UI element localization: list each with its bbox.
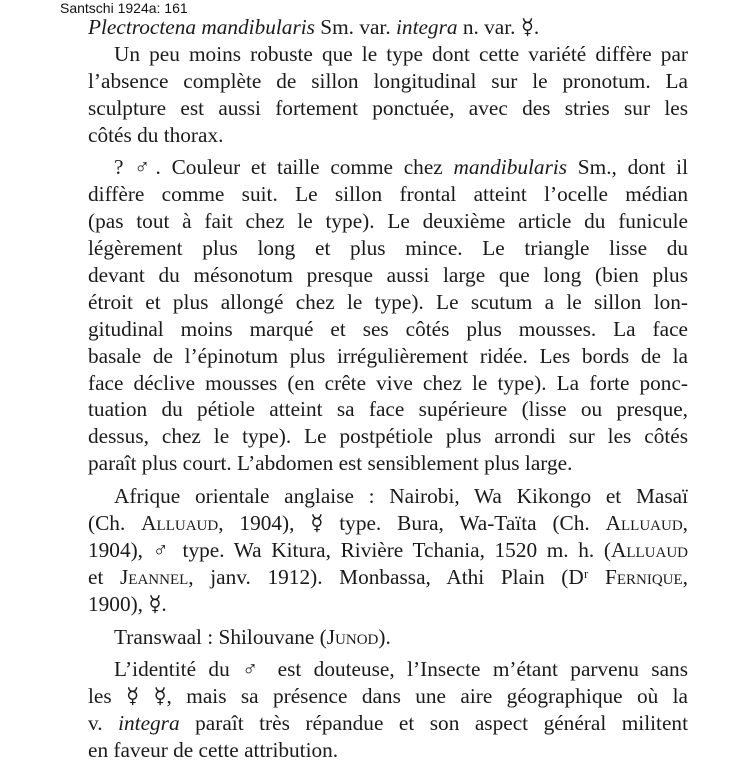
text-line	[88, 537, 688, 564]
collector-name: Jeannel	[120, 564, 189, 589]
taxon-name: Plectroctena mandibularis	[88, 15, 315, 39]
text-run: Transwaal : Shilouvane (	[114, 624, 327, 649]
text-line: basale de l’épinotum plus irrégulièrement ridée. Les bords de la	[88, 343, 688, 368]
text-line: paraît plus court. L’abdomen est sensiblement plus large.	[88, 451, 573, 476]
citation-header: Santschi 1924a: 161	[60, 0, 188, 16]
taxon-author: Sm. var.	[320, 15, 391, 39]
text-line: Afrique orientale anglaise : Nairobi, Wa Kikongo et Masaï	[114, 484, 688, 509]
text-line: côtés du thorax.	[88, 122, 224, 147]
taxon-variety: integra	[396, 15, 458, 39]
text-line	[88, 624, 688, 651]
text-line: devant du mésonotum presque aussi large que long (bien plus	[88, 263, 688, 288]
collector-name: Fernique	[605, 564, 683, 589]
text-run: 1904), ♂ type. Wa Kitura, Rivière Tchania, 1520 m. h. (	[88, 537, 611, 562]
text-run: et	[88, 564, 121, 589]
text-run: paraît très répandue et son aspect général militent	[179, 711, 688, 736]
text-run: , janv. 1912). Monbassa, Athi Plain (Dʳ	[188, 564, 605, 589]
text-line: dessus, chez le type). Le postpétiole plus arrondi sur les côtés	[88, 424, 688, 449]
text-run: ,	[682, 564, 688, 589]
taxon-title	[88, 14, 688, 41]
text-line: sculpture est aussi fortement ponctuée, avec des stries sur les	[88, 95, 688, 120]
taxon-rank: n. var.	[462, 15, 516, 39]
collector-name: Junod	[326, 624, 379, 649]
text-run: , 1904), ☿ type. Bura, Wa-Taïta (Ch.	[218, 511, 606, 536]
text-line: (pas tout à fait chez le type). Le deuxième article du funicule	[88, 209, 688, 234]
text-run: (Ch.	[88, 511, 142, 536]
variety-italic: integra	[118, 711, 180, 736]
text-line	[88, 154, 688, 181]
text-line	[88, 564, 688, 591]
collector-name: Alluaud	[610, 537, 688, 562]
text-run: ).	[378, 624, 391, 649]
collector-name: Alluaud	[141, 511, 219, 536]
text-line: tuation du pétiole atteint sa face supérieure (lisse ou presque,	[88, 397, 688, 422]
collector-name: Alluaud	[605, 511, 683, 536]
text-line: légèrement plus long et plus mince. Le triangle lisse du	[88, 236, 688, 261]
document-body	[88, 14, 688, 764]
text-line: 1900), ☿.	[88, 591, 167, 616]
species-italic: mandibularis	[453, 155, 568, 180]
text-line: les ☿ ☿, mais sa présence dans une aire géographique où la	[88, 684, 688, 709]
text-line: diffère comme suit. Le sillon frontal atteint l’ocelle médian	[88, 182, 688, 207]
text-line: l’absence complète de sillon longitudinal sur le pronotum. La	[88, 68, 688, 93]
worker-symbol: ☿.	[520, 15, 540, 39]
text-line	[88, 510, 688, 537]
text-line: Un peu moins robuste que le type dont cette variété diffère par	[114, 41, 688, 66]
text-run: Sm., dont il	[567, 155, 689, 180]
text-line: gitudinal moins marqué et ses côtés plus mousses. La face	[88, 316, 688, 341]
text-line: étroit et plus allongé chez le type). Le scutum a le sillon lon-	[88, 289, 688, 314]
text-line: en faveur de cette attribution.	[88, 738, 339, 763]
text-run: ,	[682, 511, 688, 536]
text-line: L’identité du ♂ est douteuse, l’Insecte m’étant parvenu sans	[114, 657, 688, 682]
text-run: v.	[88, 711, 119, 736]
text-line	[88, 710, 688, 737]
text-run: ? ♂. Couleur et taille comme chez	[114, 155, 454, 180]
text-line: face déclive mousses (en crête vive chez le type). La forte ponc-	[88, 370, 688, 395]
